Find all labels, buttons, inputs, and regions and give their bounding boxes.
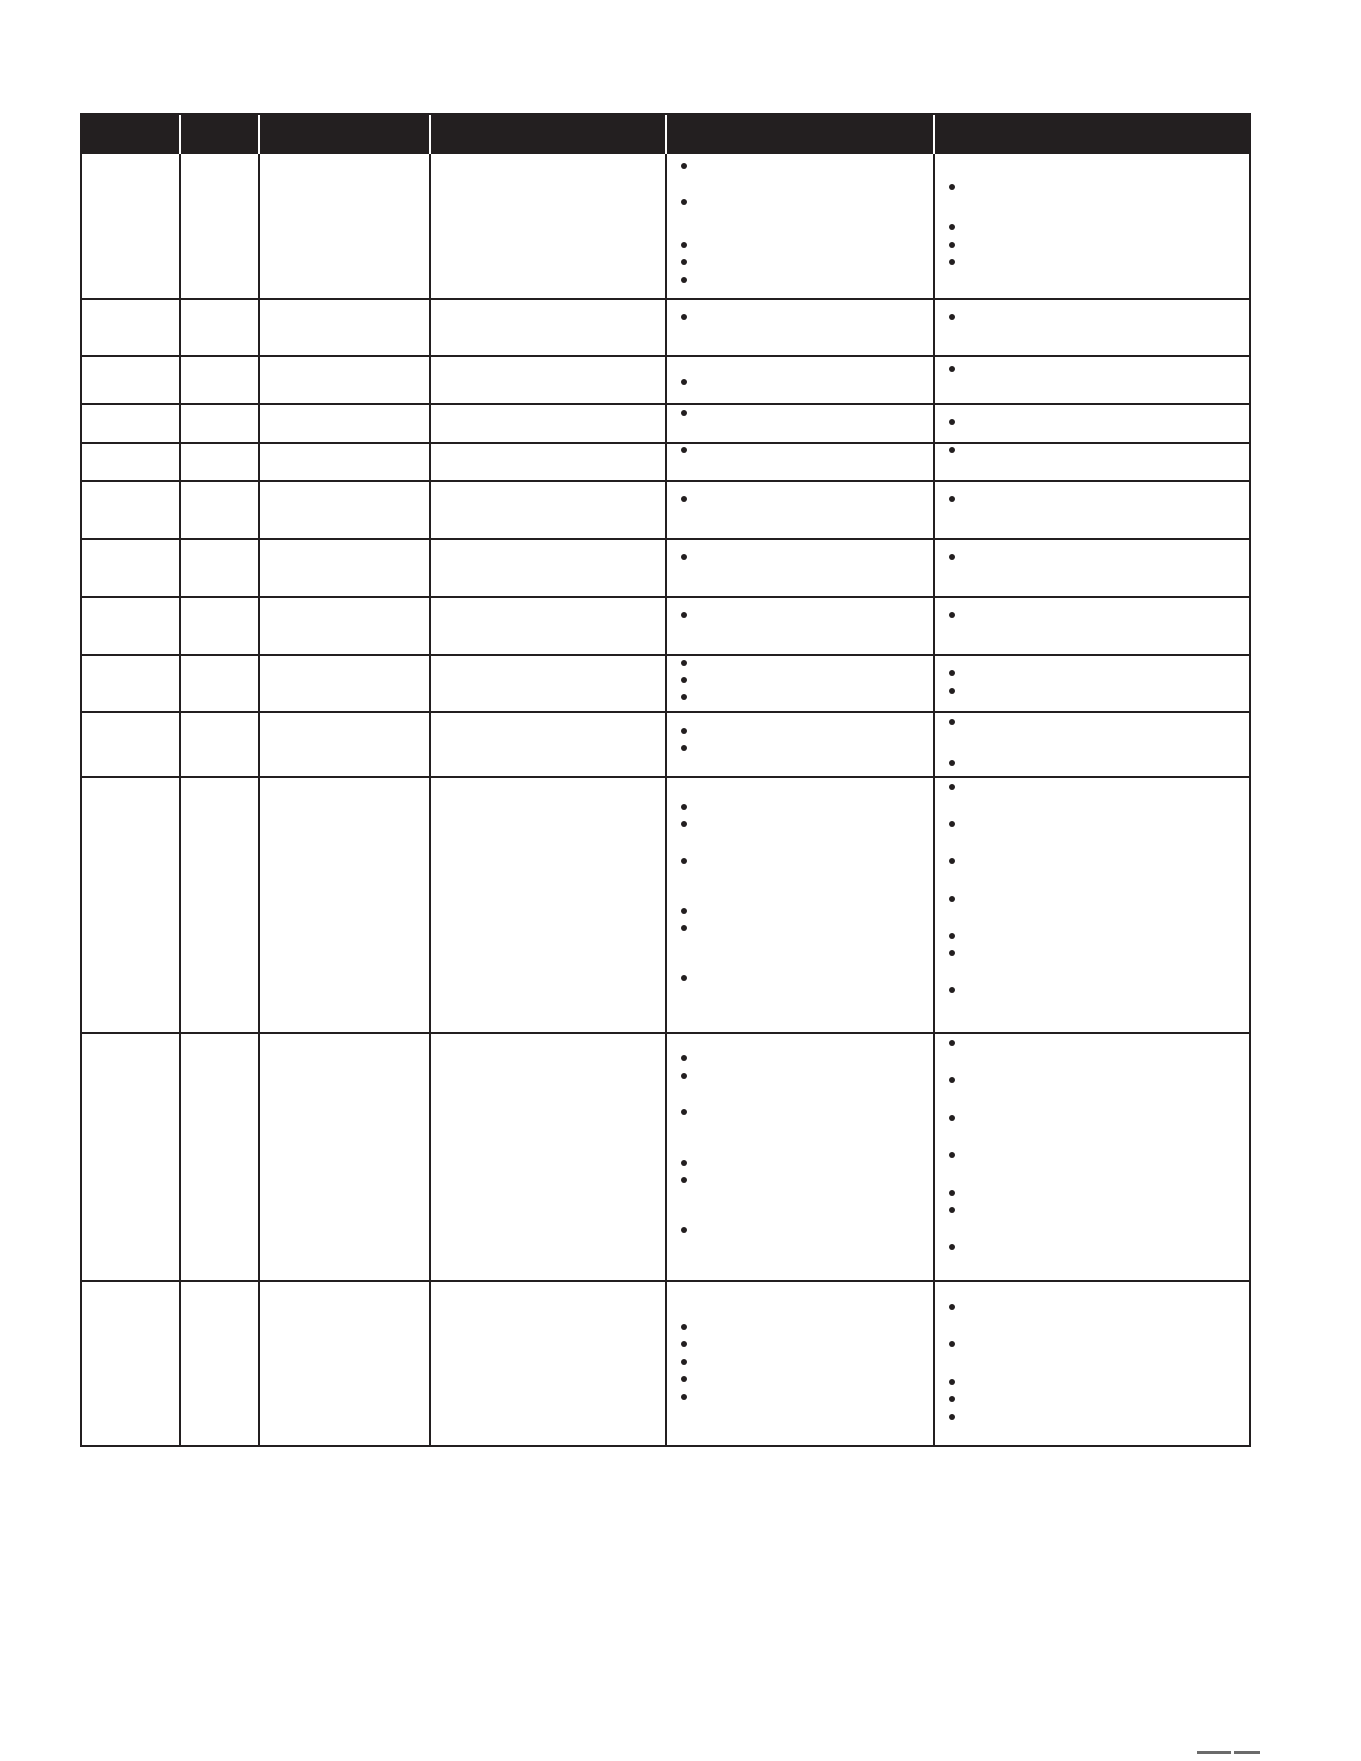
table-cell — [431, 713, 667, 776]
bullet-icon — [949, 419, 955, 425]
table-cell — [935, 540, 1249, 596]
table-row — [82, 654, 1249, 711]
bullet-icon — [681, 612, 687, 618]
bullet-icon — [681, 1394, 687, 1400]
bullet-icon — [681, 1341, 687, 1347]
bullet-icon — [949, 896, 955, 902]
table-cell — [431, 357, 667, 403]
table-body — [82, 154, 1249, 1445]
bullet-icon — [949, 670, 955, 676]
table-row — [82, 298, 1249, 355]
bullet-icon — [949, 1304, 955, 1310]
table-header — [82, 115, 1249, 154]
table-cell — [181, 357, 260, 403]
table-cell — [82, 1034, 181, 1280]
column-header — [935, 115, 1249, 154]
bullet-icon — [681, 728, 687, 734]
table-cell — [935, 598, 1249, 654]
table-cell — [260, 154, 431, 298]
table-cell — [260, 540, 431, 596]
table-row — [82, 154, 1249, 298]
bullet-icon — [681, 677, 687, 683]
table-cell — [667, 1034, 935, 1280]
bullet-icon — [949, 719, 955, 725]
bullet-icon — [681, 259, 687, 265]
table-row — [82, 711, 1249, 776]
bullet-icon — [949, 242, 955, 248]
table-cell — [181, 598, 260, 654]
table-cell — [260, 656, 431, 711]
table-cell — [181, 300, 260, 355]
bullet-icon — [681, 694, 687, 700]
table-cell — [181, 1282, 260, 1445]
table-cell — [667, 598, 935, 654]
bullet-icon — [949, 1379, 955, 1385]
table-cell — [82, 540, 181, 596]
table-cell — [667, 357, 935, 403]
bullet-icon — [681, 1073, 687, 1079]
bullet-icon — [949, 612, 955, 618]
column-header — [181, 115, 260, 154]
bullet-icon — [949, 784, 955, 790]
table-cell — [260, 405, 431, 442]
bullet-icon — [681, 821, 687, 827]
table-row — [82, 538, 1249, 596]
bullet-icon — [949, 1040, 955, 1046]
table-cell — [935, 482, 1249, 538]
table-row — [82, 1280, 1249, 1445]
bullet-icon — [681, 1055, 687, 1061]
table-cell — [431, 778, 667, 1032]
bullet-icon — [949, 821, 955, 827]
table-cell — [181, 405, 260, 442]
bullet-icon — [949, 1190, 955, 1196]
table-cell — [667, 154, 935, 298]
table-cell — [181, 540, 260, 596]
bullet-icon — [681, 908, 687, 914]
bullet-icon — [681, 804, 687, 810]
table-cell — [935, 778, 1249, 1032]
table-cell — [260, 300, 431, 355]
table-cell — [431, 598, 667, 654]
bullet-icon — [681, 242, 687, 248]
bullet-icon — [949, 1244, 955, 1250]
bullet-icon — [681, 1160, 687, 1166]
table-cell — [82, 713, 181, 776]
table-cell — [82, 444, 181, 480]
table-cell — [260, 598, 431, 654]
table-cell — [667, 444, 935, 480]
column-header — [260, 115, 431, 154]
bullet-icon — [949, 366, 955, 372]
column-header — [431, 115, 667, 154]
table-cell — [667, 405, 935, 442]
column-header — [82, 115, 181, 154]
bullet-icon — [681, 199, 687, 205]
bullet-icon — [681, 925, 687, 931]
table-cell — [667, 482, 935, 538]
table-cell — [181, 444, 260, 480]
bullet-icon — [949, 1396, 955, 1402]
table-cell — [260, 444, 431, 480]
table-cell — [935, 405, 1249, 442]
table-cell — [260, 1282, 431, 1445]
bullet-icon — [949, 1077, 955, 1083]
bullet-icon — [681, 447, 687, 453]
bullet-icon — [949, 496, 955, 502]
bullet-icon — [681, 858, 687, 864]
bullet-icon — [681, 1324, 687, 1330]
bullet-icon — [949, 858, 955, 864]
table-cell — [431, 154, 667, 298]
table-cell — [431, 656, 667, 711]
table-cell — [431, 1282, 667, 1445]
table-cell — [667, 300, 935, 355]
table-cell — [667, 713, 935, 776]
table-cell — [935, 357, 1249, 403]
table-cell — [181, 656, 260, 711]
bullet-icon — [949, 554, 955, 560]
table-row — [82, 776, 1249, 1032]
table-cell — [181, 154, 260, 298]
table-cell — [667, 778, 935, 1032]
bullet-icon — [681, 975, 687, 981]
table-cell — [260, 778, 431, 1032]
table-cell — [260, 482, 431, 538]
bullet-icon — [681, 277, 687, 283]
bullet-icon — [949, 987, 955, 993]
table-cell — [667, 656, 935, 711]
bullet-icon — [949, 314, 955, 320]
bullet-icon — [949, 447, 955, 453]
table-cell — [667, 540, 935, 596]
bullet-icon — [949, 950, 955, 956]
bullet-icon — [949, 184, 955, 190]
table-row — [82, 596, 1249, 654]
bullet-icon — [949, 1414, 955, 1420]
table-cell — [82, 1282, 181, 1445]
table-cell — [82, 598, 181, 654]
table-row — [82, 480, 1249, 538]
bullet-icon — [681, 660, 687, 666]
table-cell — [935, 713, 1249, 776]
bullet-icon — [681, 314, 687, 320]
table-cell — [935, 656, 1249, 711]
table-cell — [181, 1034, 260, 1280]
table-cell — [260, 1034, 431, 1280]
table-cell — [181, 713, 260, 776]
table-cell — [82, 482, 181, 538]
bullet-icon — [681, 1359, 687, 1365]
bullet-icon — [949, 760, 955, 766]
table-cell — [935, 444, 1249, 480]
table-cell — [82, 357, 181, 403]
bullet-icon — [949, 259, 955, 265]
table-cell — [431, 444, 667, 480]
bullet-icon — [681, 554, 687, 560]
footer-mark — [1197, 1751, 1261, 1755]
bullet-icon — [949, 1115, 955, 1121]
table-cell — [260, 357, 431, 403]
bullet-icon — [681, 379, 687, 385]
table-row — [82, 1032, 1249, 1280]
table-cell — [431, 300, 667, 355]
table-cell — [431, 482, 667, 538]
table-row — [82, 442, 1249, 480]
table-cell — [82, 778, 181, 1032]
table-row — [82, 355, 1249, 403]
bullet-icon — [681, 1177, 687, 1183]
bullet-icon — [949, 224, 955, 230]
data-table — [80, 113, 1251, 1447]
table-cell — [431, 1034, 667, 1280]
table-cell — [181, 778, 260, 1032]
bullet-icon — [681, 163, 687, 169]
table-cell — [667, 1282, 935, 1445]
bullet-icon — [681, 496, 687, 502]
bullet-icon — [681, 410, 687, 416]
table-cell — [431, 405, 667, 442]
table-row — [82, 403, 1249, 442]
table-cell — [82, 154, 181, 298]
table-cell — [82, 405, 181, 442]
column-header — [667, 115, 935, 154]
bullet-icon — [949, 1207, 955, 1213]
table-cell — [82, 656, 181, 711]
table-cell — [431, 540, 667, 596]
bullet-icon — [681, 1376, 687, 1382]
bullet-icon — [949, 1152, 955, 1158]
bullet-icon — [949, 688, 955, 694]
table-cell — [935, 1282, 1249, 1445]
table-cell — [935, 1034, 1249, 1280]
table-cell — [82, 300, 181, 355]
table-cell — [181, 482, 260, 538]
table-cell — [935, 154, 1249, 298]
bullet-icon — [681, 745, 687, 751]
bullet-icon — [681, 1109, 687, 1115]
bullet-icon — [949, 1341, 955, 1347]
table-cell — [935, 300, 1249, 355]
bullet-icon — [681, 1227, 687, 1233]
table-cell — [260, 713, 431, 776]
bullet-icon — [949, 933, 955, 939]
